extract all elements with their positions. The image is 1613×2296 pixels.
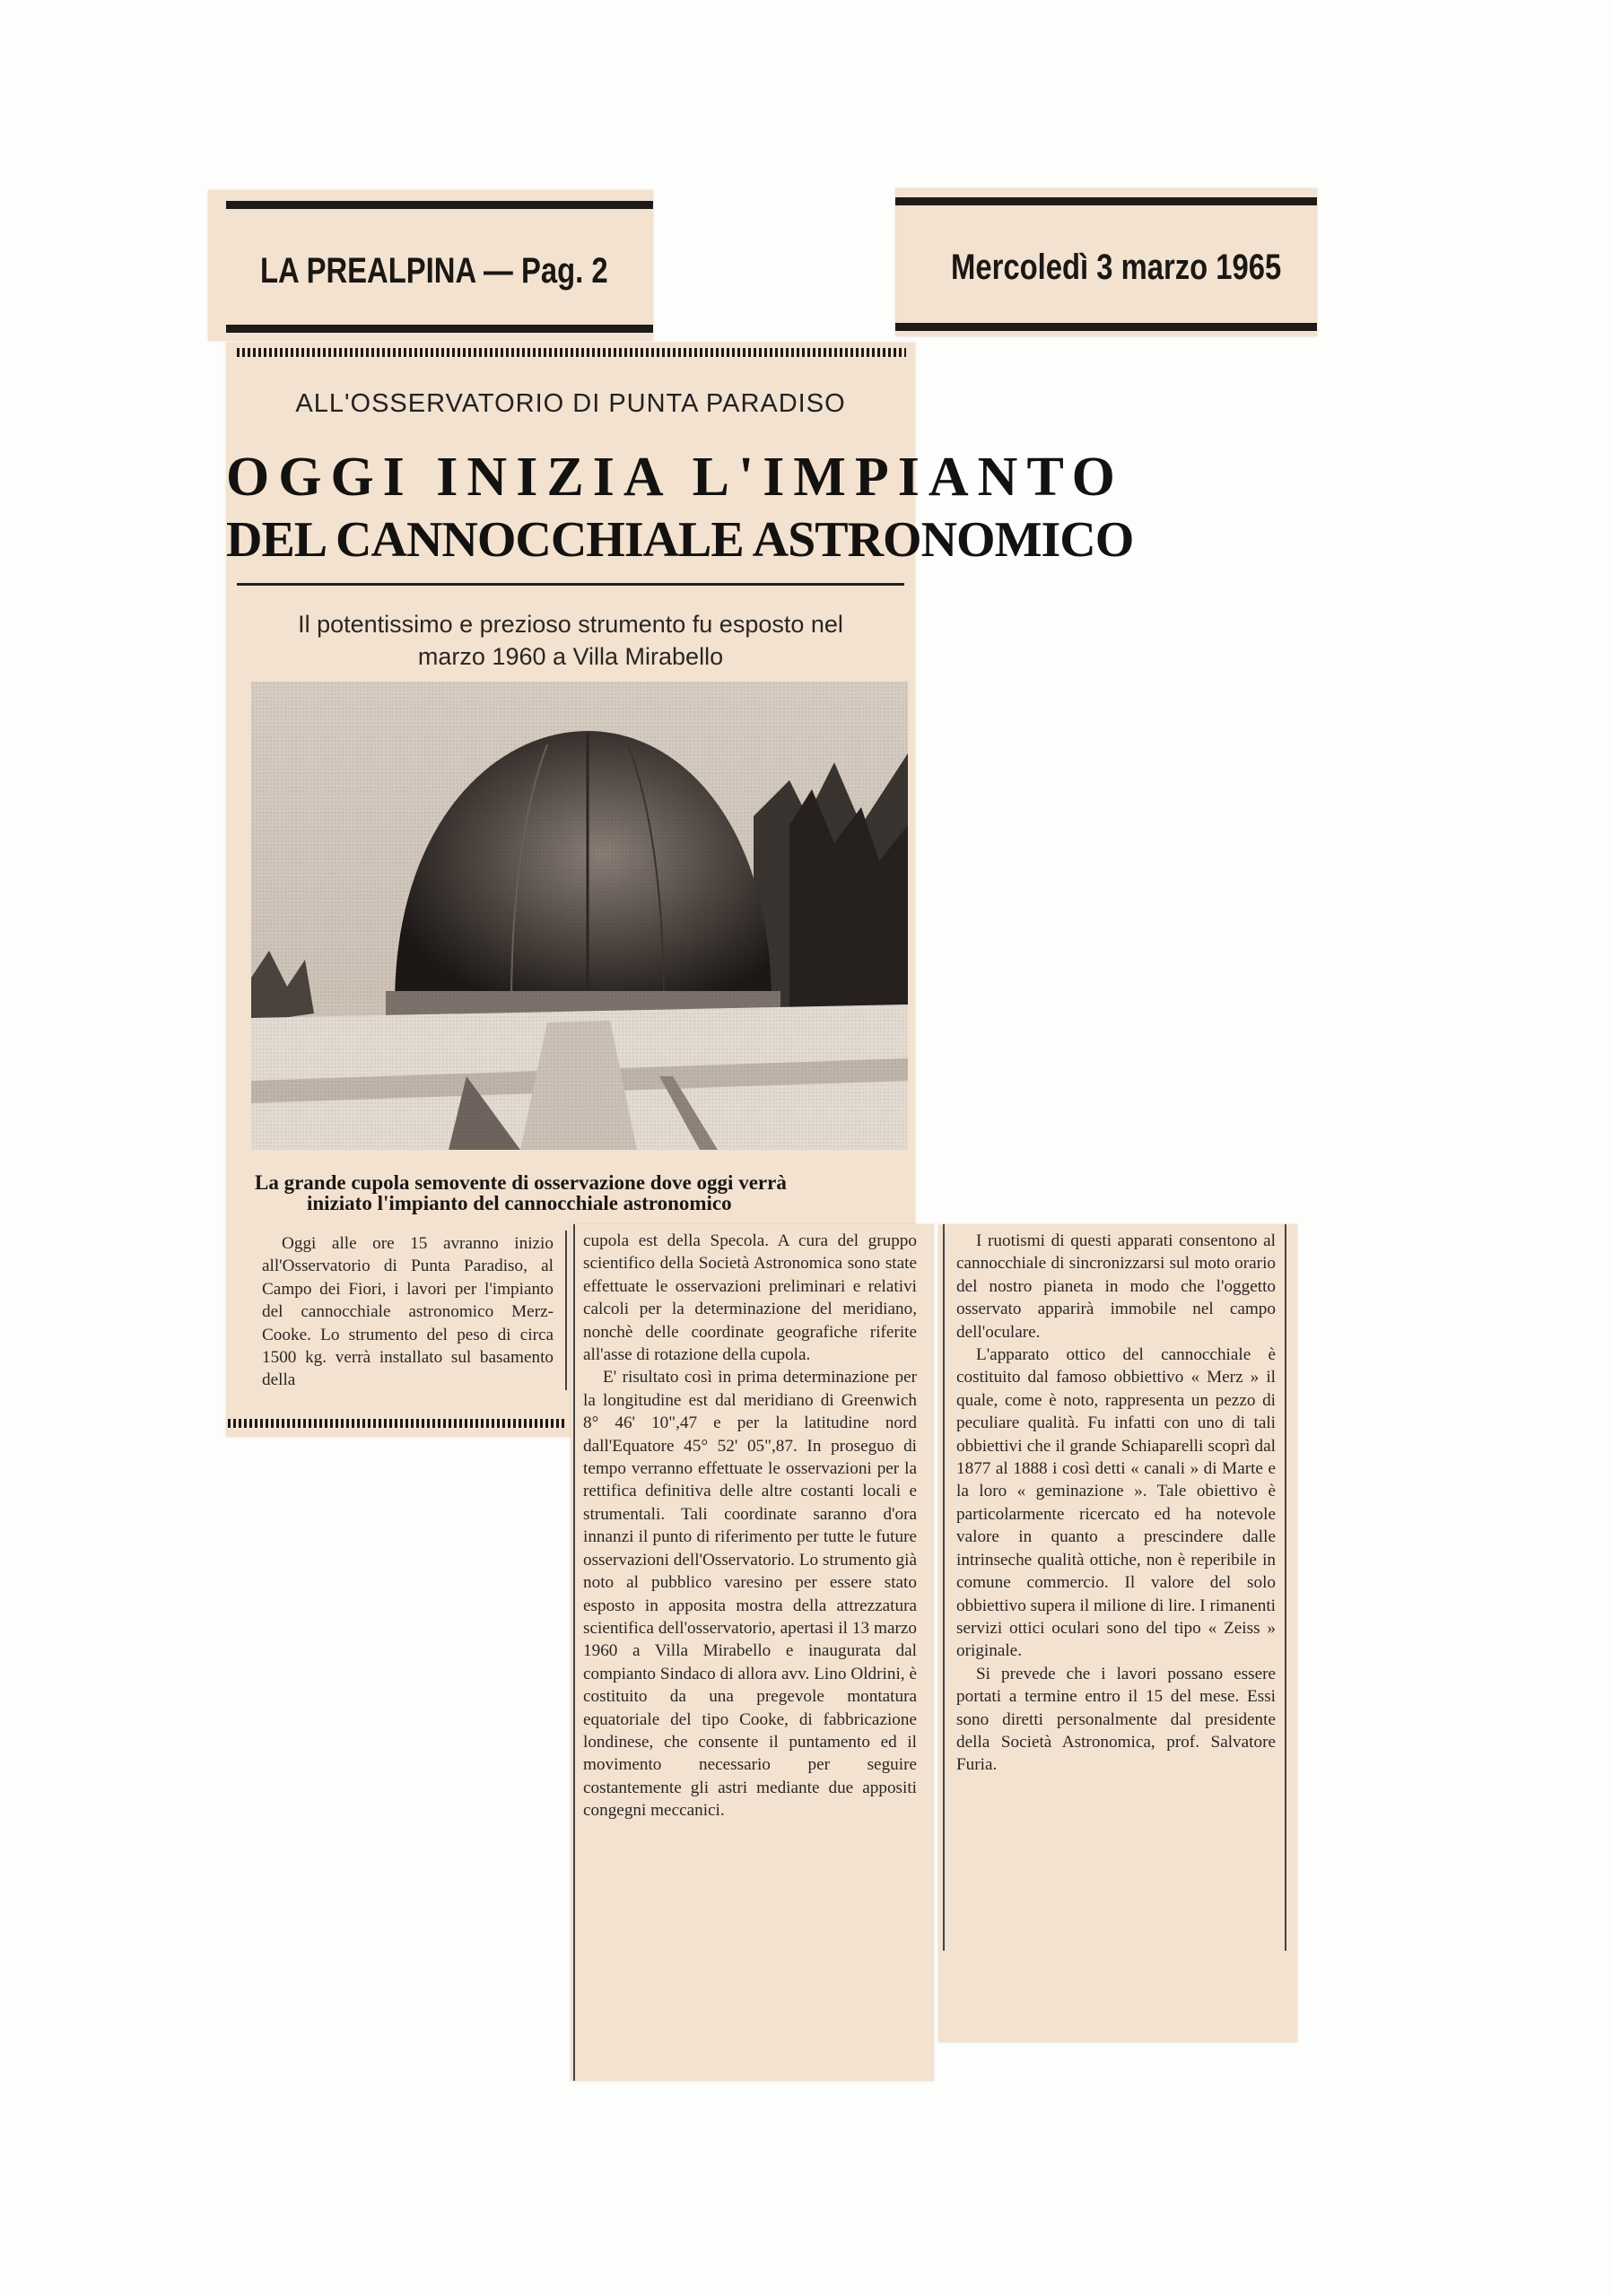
column-2-paragraph-1: cupola est della Specola. A cura del gruppo scientifico della Società Astronomica sono state effettuate le osservazioni preliminari e relativi calcoli per la determinazione del meridiano, nonchè delle coordinate geografiche riferite all'asse di rotazione della cupola.: [583, 1231, 917, 1365]
column-3-paragraph-1: I ruotismi di questi apparati consentono al cannocchiale di sincronizzarsi sul moto orario del nostro pianeta in modo che l'oggetto osservato apparirà immobile nel campo dell'oculare.: [956, 1231, 1276, 1342]
observatory-dome-photo: [251, 682, 908, 1150]
column-3-paragraph-3: Si prevede che i lavori possano essere portati a termine entro il 15 del mese. Essi sono diretti personalmente dal presidente della Società Astronomica, prof. Salvatore Furia.: [956, 1664, 1276, 1775]
article-column-2: [583, 1230, 917, 2077]
headline-line-1: OGGI INIZIA L'IMPIANTO: [226, 447, 1124, 508]
column-3-left-rule: [943, 1224, 945, 1951]
column-1-bottom-ticks: [228, 1419, 565, 1428]
column-3-clipping: [938, 1224, 1297, 2042]
date-clipping: [895, 188, 1317, 336]
masthead-top-rule: [226, 201, 653, 209]
column-1-right-rule: [565, 1231, 567, 1390]
photo-caption-line-2: iniziato l'impianto del cannocchiale astronomico: [307, 1192, 732, 1214]
column-1-paragraph: Oggi alle ore 15 avranno inizio all'Osservatorio di Punta Paradiso, al Campo dei Fiori, i lavori per l'impianto del cannocchiale astronomico Merz-Cooke. Lo strumento del peso di circa 1500 kg. verrà installato sul basamento della: [262, 1234, 554, 1390]
deck-line-2: marzo 1960 a Villa Mirabello: [417, 643, 724, 670]
column-2-left-rule: [573, 1224, 575, 2081]
column-3-paragraph-2: L'apparato ottico del cannocchiale è costituito dal famoso obbiettivo « Merz » il quale, come è noto, rappresenta un pezzo di peculiare qualità. Fu infatti con uno di tali obbiettivi che il grande Schiaparelli scoprì dal 1877 al 1888 i così detti « canali » di Marte e la loro « geminazione ». Tale obiettivo è particolarmente ricercato ed ha notevole valore in quanto a prescindere dalle intrinseche qualità ottiche, non è reperibile in comune commercio. Il valore del solo obbiettivo supera il milione di lire. I rimanenti servizi ottici oculari sono del tipo « Zeiss » originale.: [956, 1345, 1276, 1661]
masthead-clipping: [208, 190, 653, 341]
deck-line-1: Il potentissimo e prezioso strumento fu esposto nel: [298, 611, 843, 638]
column-2-clipping: [571, 1224, 934, 2081]
date-text: Mercoledì 3 marzo 1965: [951, 248, 1282, 287]
masthead-bottom-rule: [226, 325, 653, 333]
photo-caption-line-1: La grande cupola semovente di osservazione dove oggi verrà: [255, 1171, 787, 1194]
column-2-paragraph-2: E' risultato così in prima determinazione per la longitudine est dal meridiano di Greenwich 8° 46' 10",47 e per la latitudine nord dall'Equatore 45° 52' 05",87. In proseguo di tempo verranno effettuate le osservazioni per la rettifica definitiva delle altre costanti locali e strumentali. Tali coordinate saranno d'ora innanzi il punto di riferimento per tutte le future osservazioni dell'Osservatorio. Lo strumento già noto al pubblico varesino per essere stato esposto in apposita mostra della attrezzatura scientifica dell'osservatorio, apertasi il 13 marzo 1960 a Villa Mirabello e inaugurata dal compianto Sindaco di allora avv. Lino Oldrini, è costituito da una pregevole montatura equatoriale del tipo Cooke, di fabbricazione londinese, che consente il puntamento ed il movimento necessario per seguire costantemente gli astri mediante due appositi congegni meccanici.: [583, 1368, 917, 1821]
date-bottom-rule: [895, 323, 1317, 331]
headline-divider: [237, 583, 904, 586]
headline-top-ticks: [237, 348, 906, 357]
column-3-right-rule: [1285, 1224, 1286, 1951]
date-top-rule: [895, 197, 1317, 205]
masthead-title: LA PREALPINA — Pag. 2: [260, 251, 608, 291]
article-column-3: [956, 1230, 1276, 1952]
headline-line-2: DEL CANNOCCHIALE ASTRONOMICO: [226, 512, 1134, 568]
article-column-1: [262, 1232, 554, 1396]
article-kicker: ALL'OSSERVATORIO DI PUNTA PARADISO: [295, 389, 846, 418]
